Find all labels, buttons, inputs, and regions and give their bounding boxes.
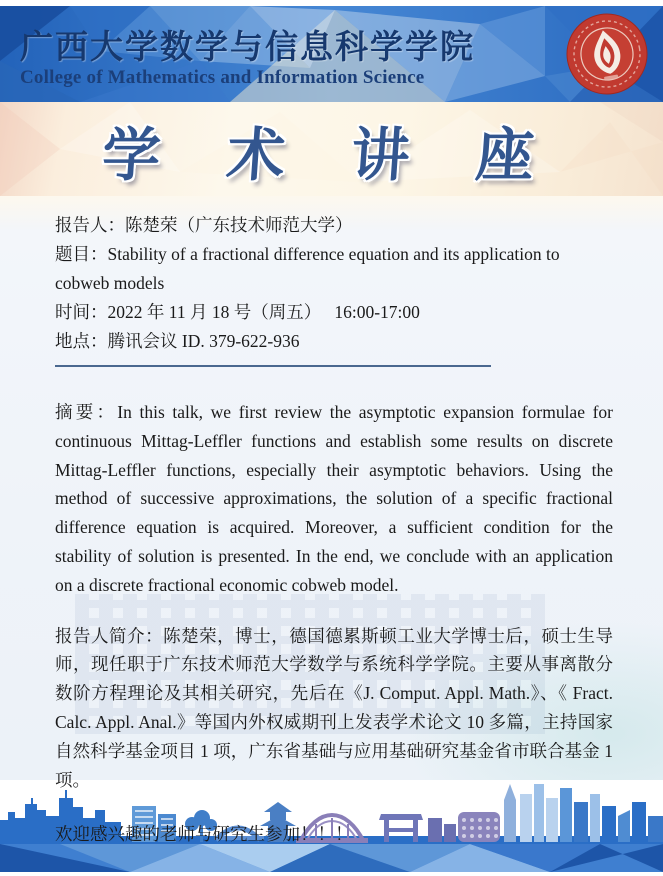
university-seal [558, 5, 655, 102]
topic-value: Stability of a fractional difference equation and its application to cobweb models [55, 244, 560, 293]
poster-body [0, 196, 663, 845]
speaker-line [55, 211, 613, 240]
topic-line [55, 240, 613, 298]
speaker-bio-paragraph [55, 622, 613, 795]
topic-label: 题目： [55, 244, 108, 264]
section-divider [55, 365, 491, 367]
bio-label: 报告人简介： [55, 625, 164, 646]
time-line [55, 298, 613, 327]
abstract-label: 摘要： [55, 402, 118, 422]
lecture-title: 学 术 讲 座 [100, 123, 563, 188]
speaker-label: 报告人： [55, 215, 125, 235]
lecture-title-banner [0, 102, 663, 196]
header-titles [20, 30, 475, 90]
venue-value: 腾讯会议 ID. 379-622-936 [107, 331, 300, 351]
bio-text: 陈楚荣，博士，德国德累斯顿工业大学博士后，硕士生导师，现任职于广东技术师范大学数学与系统科学学院。主要从事离散分数阶方程理论及其相关研究，先后在《J. Comput. Appl. Math.》、《 Fract. Calc. Appl. Anal.》等国内外权威期刊上发表学术论文 10 多篇，主持国家自然科学基金项目 1 项，广东省基础与应用基础研究基金省市联合基金 1 项。 [55, 625, 614, 790]
time-label: 时间： [55, 302, 108, 322]
speaker-value: 陈楚荣（广东技术师范大学） [125, 215, 353, 235]
venue-label: 地点： [55, 331, 108, 351]
poster-header [0, 6, 663, 102]
time-value: 2022 年 11 月 18 号（周五） 16:00-17:00 [107, 302, 420, 322]
abstract-paragraph [55, 398, 613, 600]
abstract-text: In this talk, we first review the asymptotic expansion formulae for continuous Mittag-Leffler functions and establish some results on discrete Mittag-Leffler functions, especially their asymptotic behaviors. Using the method of successive approximations, the solution of a specific fractional difference equation is acquired. Moreover, a sufficient condition for the stability of solution is presented. In the end, we conclude with an application on a discrete fractional economic cobweb model. [55, 402, 614, 595]
welcome-line: 欢迎感兴趣的老师与研究生参加！！！ [55, 824, 353, 845]
seal-emblem-icon [558, 5, 655, 102]
university-title-en: College of Mathematics and Information Science [20, 67, 425, 89]
university-title-zh: 广西大学数学与信息科学学院 [20, 30, 475, 66]
venue-line [55, 327, 613, 356]
